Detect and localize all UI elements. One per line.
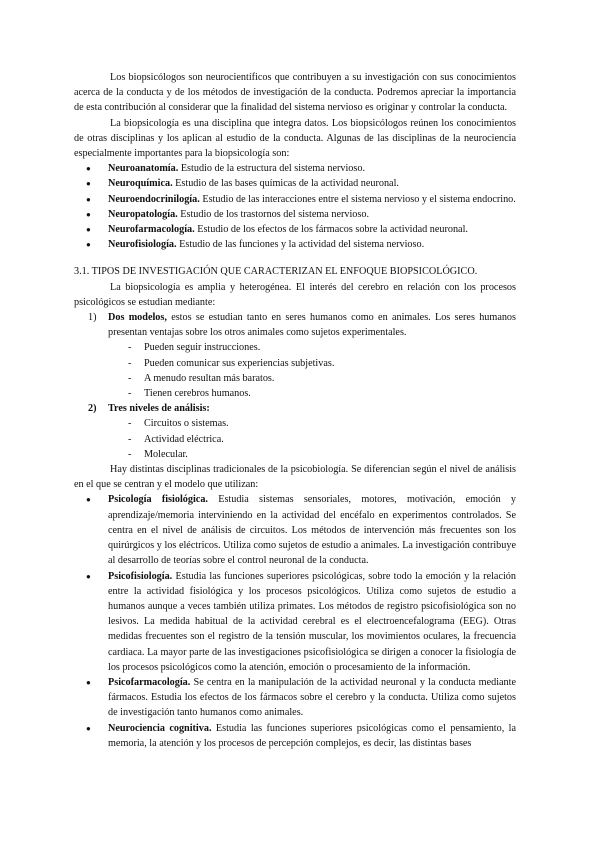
item-term: Tres niveles de análisis: [108,403,210,415]
advantage-item: - Pueden seguir instrucciones. [74,340,516,355]
level-item: - Molecular. [74,447,516,462]
advantage-item: - Pueden comunicar sus experiencias subjetivas. [74,356,516,371]
traditional-text: Estudia sistemas sensoriales, motores, motivación, emoción y aprendizaje/memoria interviniendo en la actividad del encéfalo en experimentos controlados. Se centra en el nivel de análisis de circuitos. Los métodos de intervención más frecuentes son los quirúrgicos y los eléctricos. Utiliza como sujetos de estudio a animales. La investigación contribuye al desarrollo de teorías sobre el control neuronal de la conducta. [108,494,517,567]
discipline-item [74,237,516,252]
level-item: - Actividad eléctrica. [74,432,516,447]
traditional-text: Estudia las funciones superiores psicológicas, sobre todo la emoción y la relación entre la actividad fisiológica y los procesos psicológicos. Utiliza como sujetos de estudio a humanos aunque a veces también utiliza primates. Los métodos de registro psicofisiológica son no lesivos. La medida habitual de la actividad cerebral es el electroencefalograma (EEG). Otras medidas frecuentes son el registro de la tensión muscular, los movimientos oculares, la frecuencia cardiaca. La mayor parte de las investigaciones psicofisiológica se dirigen a conocer la fisiología de los procesos psicológicos como la atención, emoción o procesamiento de la información. [108,570,516,673]
numbered-item-1 [74,310,516,340]
discipline-term: Neurofisiología. [108,239,177,251]
discipline-term: Neuroquímica. [108,178,173,190]
traditional-item [74,492,516,568]
discipline-term: Neuroendocrinilogía. [108,193,200,205]
numbered-item-2 [74,401,516,416]
section-heading: 3.1. TIPOS DE INVESTIGACIÓN QUE CARACTERIZAN EL ENFOQUE BIOPSICOLÓGICO. [74,266,478,278]
traditional-text: Se centra en la manipulación de la actividad neuronal y la conducta mediante fármacos. Estudia los efectos de los fármacos sobre el cerebro y la conducta. Utiliza como sujetos de investigación tanto humanos como animales. [108,676,516,719]
advantage-item: - A menudo resultan más baratos. [74,371,516,386]
discipline-text: Estudio de los trastornos del sistema nervioso. [177,208,369,220]
item-marker: 1) [88,312,97,324]
item-term: Dos modelos, [108,312,167,324]
intro-paragraph-2: La biopsicología es una disciplina que integra datos. Los biopsicólogos reúnen los conocimientos de otras disciplinas y los aplican al estudio de la conducta. Algunas de las disciplinas de la neurociencia especialmente importantes para la biopsicología son: [74,117,516,160]
disciplines-intro: Hay distintas disciplinas tradicionales de la psicobiología. Se diferencian según el nivel de análisis en el que se centran y el modelo que utilizan: [74,464,516,491]
discipline-item [74,222,516,237]
traditional-disciplines-list [74,492,516,750]
section-intro: La biopsicología es amplia y heterogénea. El interés del cerebro en relación con los procesos psicológicos se estudian mediante: [74,281,516,308]
level-item: - Circuitos o sistemas. [74,416,516,431]
discipline-term: Neuroanatomía. [108,163,179,175]
discipline-text: Estudio de la estructura del sistema nervioso. [178,163,366,175]
numbered-list [74,310,516,340]
discipline-text: Estudio de las bases químicas de la actividad neuronal. [172,178,399,190]
advantages-list [74,340,516,401]
numbered-list-2 [74,401,516,416]
discipline-list [74,161,516,252]
discipline-item [74,207,516,222]
traditional-item [74,569,516,675]
discipline-text: Estudio de las funciones y la actividad del sistema nervioso. [176,239,425,251]
levels-list [74,416,516,462]
traditional-term: Psicofarmacología. [108,676,191,688]
traditional-term: Neurociencia cognitiva. [108,722,212,734]
discipline-item [74,176,516,191]
traditional-item [74,721,516,751]
discipline-term: Neurofarmacología. [108,224,195,236]
discipline-item [74,192,516,207]
advantage-item: - Tienen cerebros humanos. [74,386,516,401]
intro-paragraph-1: Los biopsicólogos son neurocientíficos que contribuyen a su investigación con sus conocimientos acerca de la conducta y de los métodos de investigación de la conducta. Podremos apreciar la importancia de esta contribución al considerar que la finalidad del sistema nervioso es originar y controlar la conducta. [74,72,516,114]
item-text: estos se estudian tanto en seres humanos como en animales. Los seres humanos presentan ventajas sobre los otros animales como sujetos experimentales. [108,312,516,339]
discipline-text: Estudio de las interacciones entre el sistema nervioso y el sistema endocrino. [199,193,516,205]
item-marker: 2) [88,403,97,415]
traditional-text: Estudia las funciones superiores psicológicas como el pensamiento, la memoria, la atención y los procesos de percepción complejos, es decir, las distintas bases [108,722,517,749]
discipline-term: Neuropatología. [108,208,178,220]
discipline-text: Estudio de los efectos de los fármacos sobre la actividad neuronal. [194,224,468,236]
traditional-term: Psicología fisiológica. [108,494,208,506]
traditional-term: Psicofisiología. [108,570,173,582]
discipline-item [74,161,516,176]
traditional-item [74,675,516,721]
